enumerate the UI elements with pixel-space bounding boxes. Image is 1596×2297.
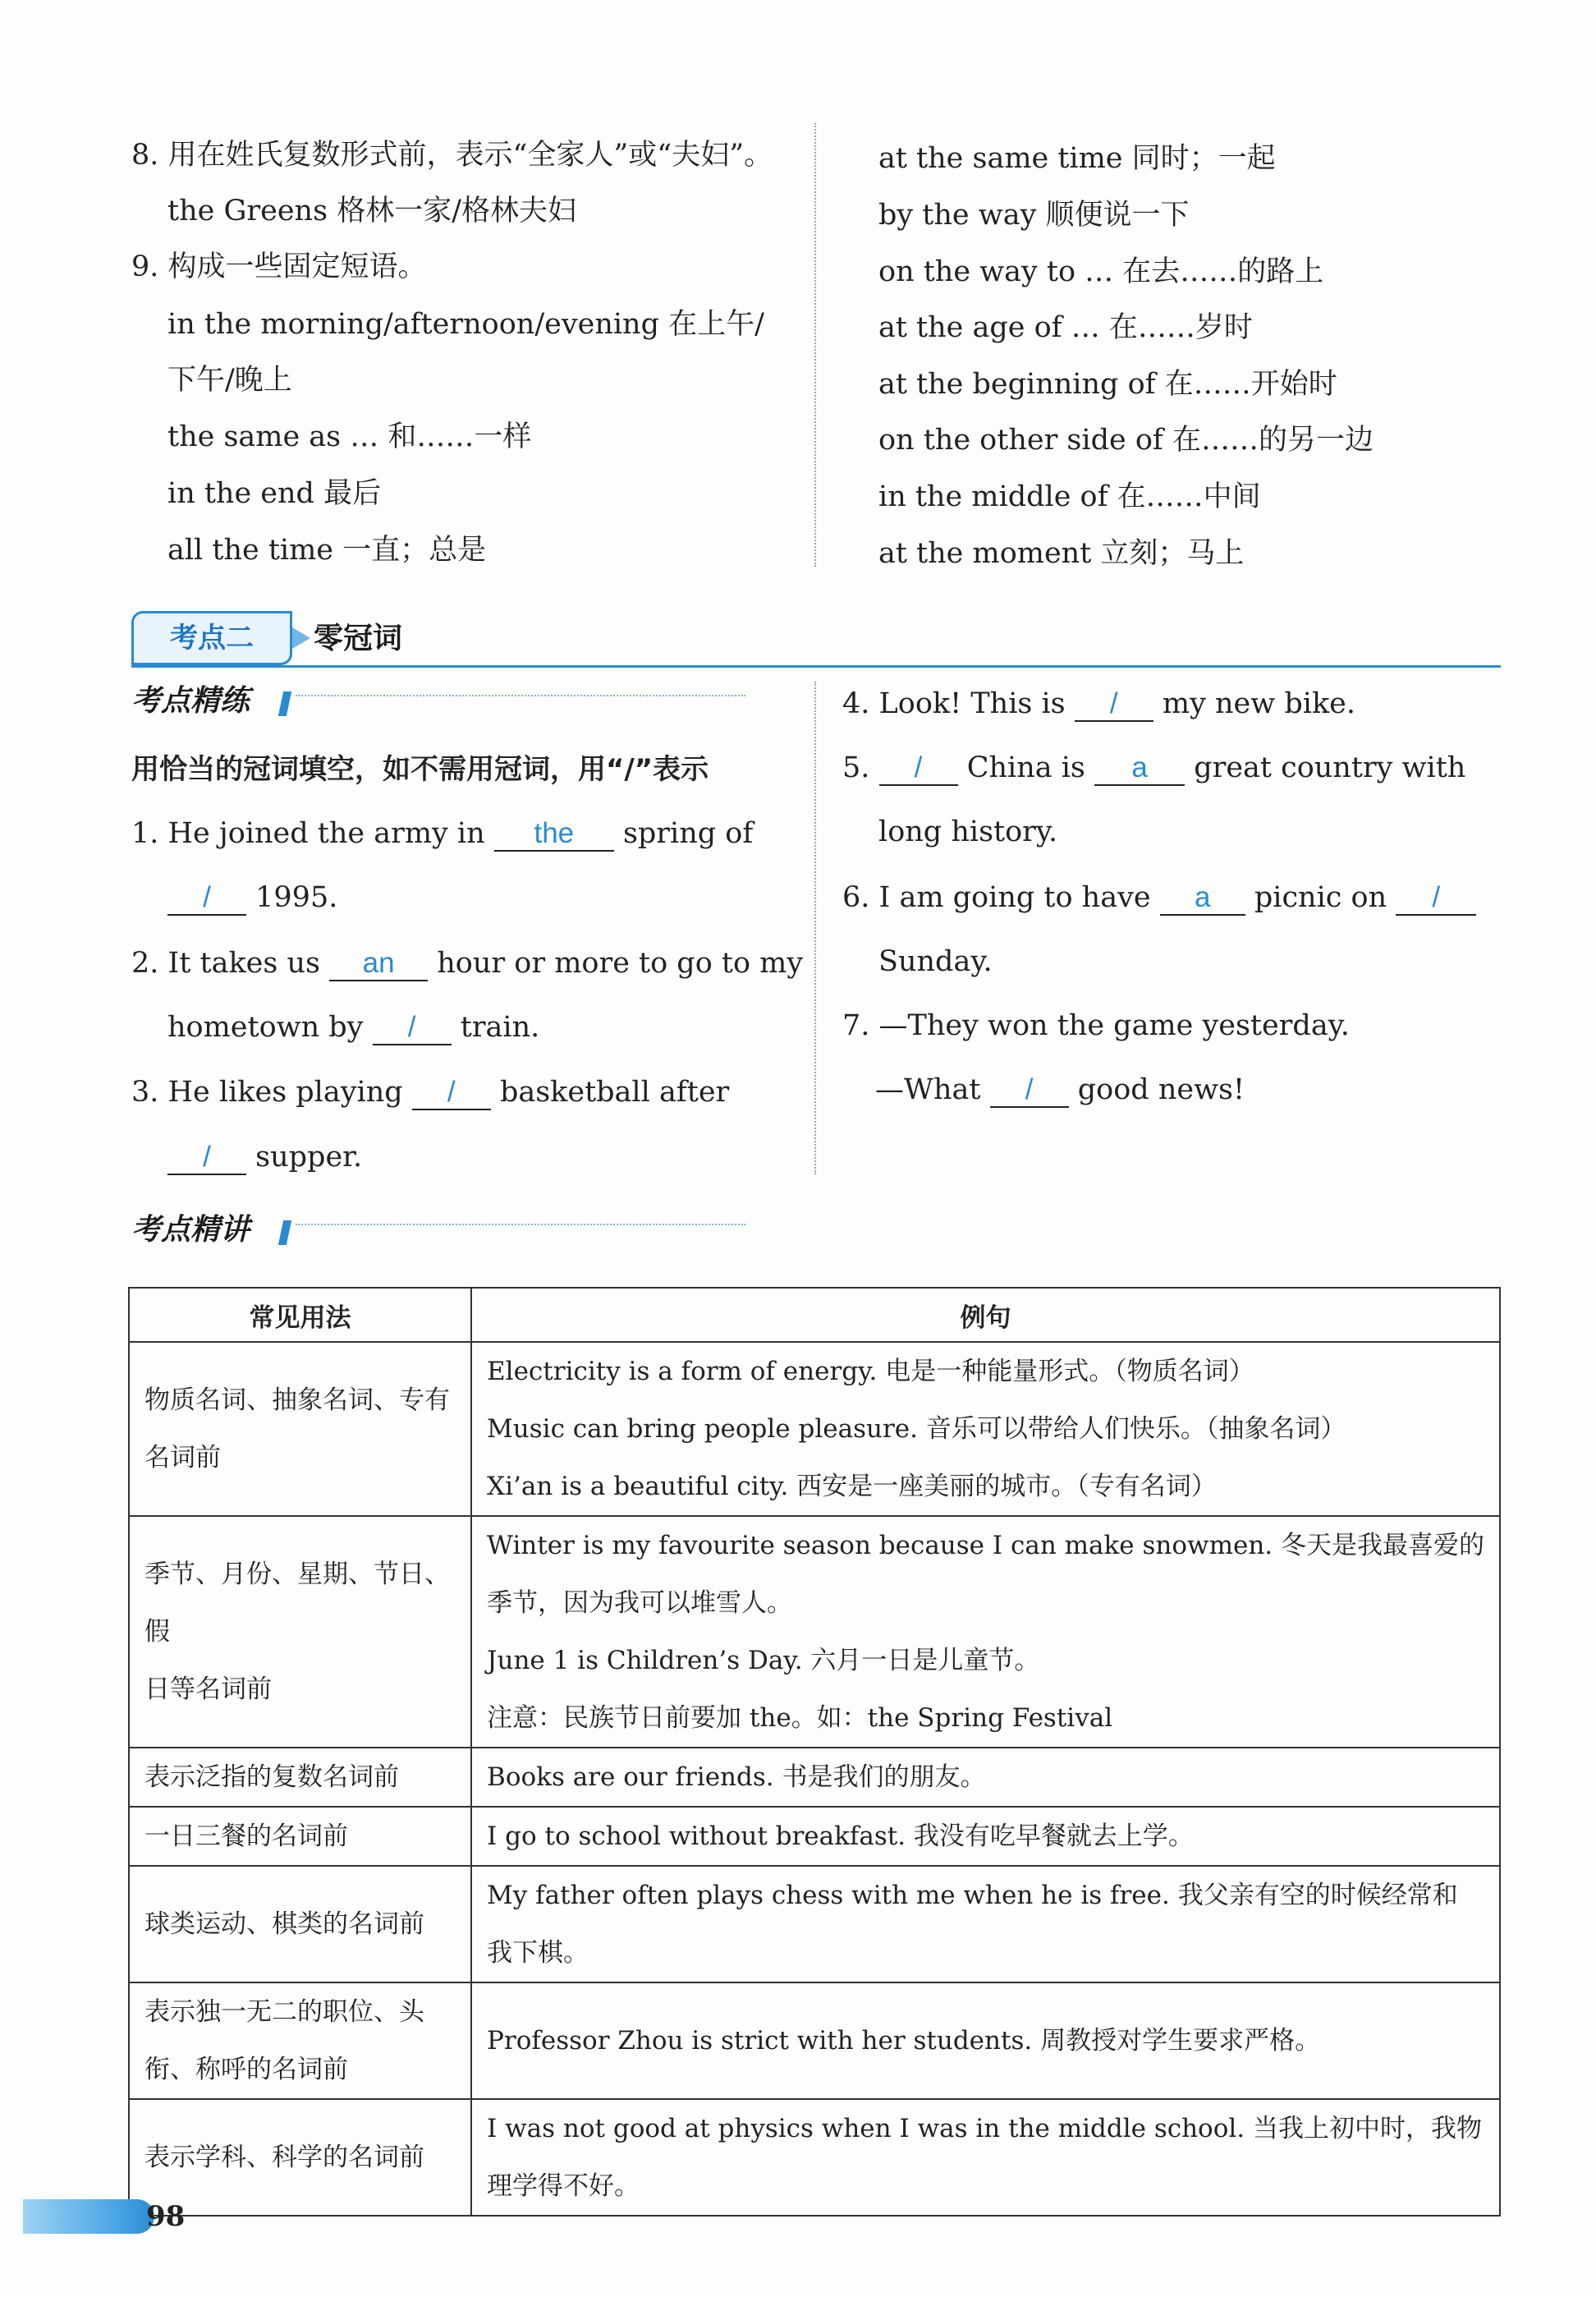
practice-heading: 考点精练 <box>131 684 250 718</box>
phrase-line: in the morning/afternoon/evening 在上午/ <box>167 308 764 341</box>
page-number-tab <box>23 2199 154 2234</box>
heading-marker-icon <box>278 1220 291 1245</box>
phrase-line: at the moment 立刻；马上 <box>878 537 1245 570</box>
example-cell: Electricity is a form of energy. 电是一种能量形式。（物质名词） Music can bring people pleasure. 音乐可以带给人们快乐。（抽象名词） Xi’an is a beautiful city. 西安是一座美丽的城市。（专有名词） <box>471 1342 1500 1516</box>
usage-cell: 表示泛指的复数名词前 <box>129 1748 471 1807</box>
answer-blank[interactable]: an <box>329 947 428 981</box>
section-rule <box>131 665 1501 668</box>
column-divider <box>814 123 816 567</box>
phrase-line: by the way 顺便说一下 <box>878 199 1190 232</box>
column-divider <box>814 682 816 1174</box>
example-cell: Professor Zhou is strict with her students. 周教授对学生要求严格。 <box>471 1982 1500 2099</box>
heading-marker-icon <box>278 691 291 716</box>
usage-cell: 一日三餐的名词前 <box>129 1807 471 1866</box>
usage-cell: 表示独一无二的职位、头 衔、称呼的名词前 <box>129 1982 471 2099</box>
question-6-cont: Sunday. <box>878 945 993 978</box>
question-1: 1. He joined the army in the spring of <box>131 817 754 850</box>
answer-blank[interactable]: / <box>990 1073 1069 1108</box>
question-1-cont: / 1995. <box>167 879 337 917</box>
table-row <box>129 1342 1500 1516</box>
question-3-cont: / supper. <box>167 1138 362 1176</box>
phrase-line: 下午/晚上 <box>167 364 292 397</box>
answer-blank[interactable]: / <box>167 1141 246 1175</box>
example-cell: Books are our friends. 书是我们的朋友。 <box>471 1748 1500 1807</box>
table-header-row <box>129 1288 1500 1342</box>
answer-blank[interactable]: / <box>879 751 958 786</box>
example-cell: Winter is my favourite season because I can make snowmen. 冬天是我最喜爱的 季节，因为我可以堆雪人。 June 1 is Children’s Day. 六月一日是儿童节。 注意：民族节日前要加 the。如：the Spring Festival <box>471 1516 1500 1748</box>
question-4: 4. Look! This is / my new bike. <box>842 687 1355 720</box>
table-row <box>129 1807 1500 1866</box>
badge-arrow-icon <box>292 627 310 649</box>
table-row <box>129 2099 1500 2216</box>
usage-cell: 季节、月份、星期、节日、假 日等名词前 <box>129 1516 471 1748</box>
item-9-title: 9. 构成一些固定短语。 <box>131 250 427 283</box>
usage-cell: 球类运动、棋类的名词前 <box>129 1866 471 1982</box>
phrase-line: all the time 一直；总是 <box>167 534 487 567</box>
answer-blank[interactable]: / <box>1396 881 1476 916</box>
answer-blank[interactable]: a <box>1094 751 1185 786</box>
usage-table <box>128 1287 1501 2217</box>
question-6: 6. I am going to have a picnic on / <box>842 879 1476 917</box>
section-title: 零冠词 <box>314 622 403 655</box>
column-header-examples: 例句 <box>471 1288 1500 1342</box>
example-cell: My father often plays chess with me when he is free. 我父亲有空的时候经常和 我下棋。 <box>471 1866 1500 1982</box>
question-2-cont: hometown by / train. <box>167 1011 540 1044</box>
example-cell: I was not good at physics when I was in the middle school. 当我上初中时，我物 理学得不好。 <box>471 2099 1500 2216</box>
phrase-line: the same as … 和……一样 <box>167 420 532 453</box>
table-row <box>129 1516 1500 1748</box>
phrase-line: on the other side of 在……的另一边 <box>878 424 1374 457</box>
section-badge: 考点二 <box>131 611 292 665</box>
question-5: 5. / China is a great country with <box>842 751 1466 784</box>
answer-blank[interactable]: / <box>167 881 246 916</box>
answer-blank[interactable]: / <box>373 1011 452 1045</box>
answer-blank[interactable]: the <box>494 817 614 852</box>
phrase-line: at the same time 同时；一起 <box>878 142 1276 175</box>
answer-blank[interactable]: a <box>1160 881 1245 916</box>
item-8-title: 8. 用在姓氏复数形式前，表示“全家人”或“夫妇”。 <box>131 139 773 172</box>
phrase-line: at the age of … 在……岁时 <box>878 311 1253 344</box>
phrase-line: on the way to … 在去……的路上 <box>878 255 1324 288</box>
phrase-line: in the end 最后 <box>167 477 382 510</box>
phrase-line: in the middle of 在……中间 <box>878 480 1261 513</box>
phrase-line: at the beginning of 在……开始时 <box>878 368 1337 401</box>
answer-blank[interactable]: / <box>412 1076 491 1110</box>
table-row <box>129 1748 1500 1807</box>
question-5-cont: long history. <box>878 815 1058 848</box>
explain-heading: 考点精讲 <box>131 1213 250 1247</box>
table-row <box>129 1866 1500 1982</box>
question-7: 7. —They won the game yesterday. <box>842 1009 1350 1042</box>
example-cell: I go to school without breakfast. 我没有吃早餐就去上学。 <box>471 1807 1500 1866</box>
item-8-example: the Greens 格林一家/格林夫妇 <box>167 195 576 227</box>
question-7-cont: —What / good news! <box>875 1073 1245 1106</box>
usage-cell: 表示学科、科学的名词前 <box>129 2099 471 2216</box>
table-row <box>129 1982 1500 2099</box>
page-number: 98 <box>146 2200 186 2233</box>
answer-blank[interactable]: / <box>1075 687 1153 722</box>
question-3: 3. He likes playing / basketball after <box>131 1076 730 1109</box>
practice-instruction: 用恰当的冠词填空，如不需用冠词，用“/”表示 <box>131 753 709 786</box>
question-2: 2. It takes us an hour or more to go to my <box>131 947 804 980</box>
column-header-usage: 常见用法 <box>129 1288 471 1342</box>
usage-cell: 物质名词、抽象名词、专有 名词前 <box>129 1342 471 1516</box>
heading-dotted-rule <box>296 1224 745 1225</box>
heading-dotted-rule <box>296 695 745 696</box>
